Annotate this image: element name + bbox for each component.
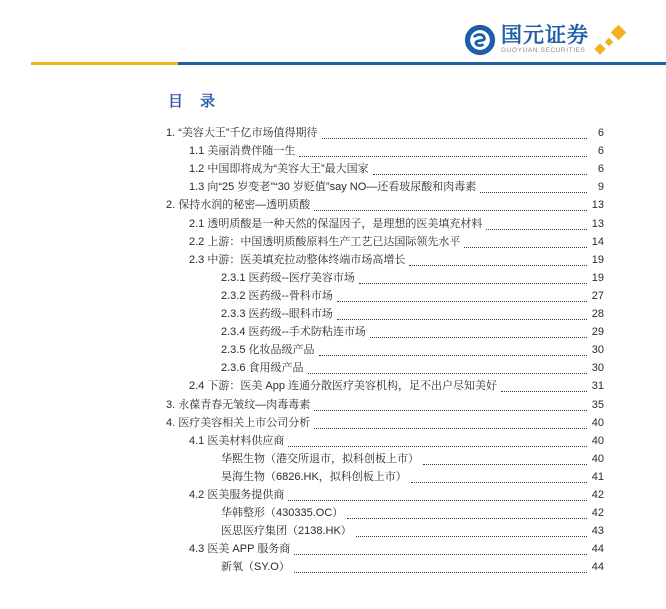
toc-entry[interactable] (166, 540, 604, 558)
toc-entry-text: 2.1 透明质酸是一种天然的保湿因子，是理想的医美填充材料 (189, 217, 483, 230)
toc-page-number: 44 (591, 543, 604, 556)
toc-entry[interactable] (166, 269, 604, 287)
toc-leader-dots (337, 301, 587, 302)
toc-entry[interactable] (166, 305, 604, 323)
toc-page-number: 19 (591, 271, 604, 284)
toc-entry[interactable] (166, 504, 604, 522)
toc-entry[interactable] (166, 196, 604, 214)
toc-entry-text: 2.3.4 医药级--手术防粘连市场 (221, 326, 366, 339)
brand-name-en: GUOYUAN SECURITIES (501, 47, 586, 54)
toc-page-number: 6 (597, 145, 604, 158)
toc-entry-text: 4. 医疗美容相关上市公司分析 (166, 416, 311, 429)
toc-entry-text: 2. 保持水润的秘密—透明质酸 (166, 199, 311, 212)
toc-page-number: 6 (597, 127, 604, 140)
toc-entry-text: 3. 永葆青春无皱纹—肉毒毒素 (166, 398, 311, 411)
toc-page-number: 44 (591, 561, 604, 574)
toc-entry[interactable] (166, 214, 604, 232)
toc-title: 目 录 (168, 93, 217, 110)
toc-page-number: 9 (597, 181, 604, 194)
toc-entry-text: 1.3 向“25 岁变老”“30 岁贬值”say NO—还看玻尿酸和肉毒素 (189, 181, 477, 194)
toc-entry[interactable] (166, 251, 604, 269)
toc-entry[interactable] (166, 468, 604, 486)
toc-entry-text: 2.3 中游：医美填充拉动整体终端市场高增长 (189, 253, 406, 266)
toc-leader-dots (319, 355, 587, 356)
toc-page-number: 28 (591, 308, 604, 321)
brand-logo (463, 23, 628, 57)
toc-page-number: 19 (591, 253, 604, 266)
toc-leader-dots (288, 446, 587, 447)
toc-entry[interactable] (166, 341, 604, 359)
toc-leader-dots (347, 518, 587, 519)
toc-list (166, 124, 604, 576)
toc-entry-text: 医思医疗集团（2138.HK） (221, 525, 352, 538)
toc-leader-dots (359, 283, 587, 284)
toc-leader-dots (337, 319, 587, 320)
toc-page-number: 35 (591, 398, 604, 411)
diamond-icon (605, 38, 613, 46)
toc-entry-text: 1. “美容大王”千亿市场值得期待 (166, 127, 318, 140)
toc-leader-dots (370, 337, 587, 338)
toc-page-number: 40 (591, 434, 604, 447)
toc-page-number: 13 (591, 217, 604, 230)
toc-leader-dots (423, 464, 587, 465)
logo-diamonds-icon (594, 24, 628, 56)
toc-leader-dots (294, 554, 587, 555)
toc-leader-dots (308, 373, 587, 374)
toc-entry[interactable] (166, 287, 604, 305)
toc-entry[interactable] (166, 558, 604, 576)
toc-leader-dots (294, 572, 587, 573)
toc-page-number: 42 (591, 488, 604, 501)
toc-entry-text: 2.3.1 医药级--医疗美容市场 (221, 271, 355, 284)
toc-leader-dots (314, 210, 587, 211)
toc-page-number: 13 (591, 199, 604, 212)
toc-entry[interactable] (166, 432, 604, 450)
toc-leader-dots (464, 247, 587, 248)
toc-entry[interactable] (166, 377, 604, 395)
toc-leader-dots (501, 391, 587, 392)
toc-page-number: 40 (591, 416, 604, 429)
toc-leader-dots (322, 138, 587, 139)
toc-leader-dots (373, 174, 587, 175)
toc-entry[interactable] (166, 522, 604, 540)
toc-entry-text: 2.3.6 食用级产品 (221, 362, 304, 375)
toc-page-number: 27 (591, 289, 604, 302)
toc-leader-dots (409, 265, 587, 266)
table-of-contents (166, 93, 604, 576)
diamond-icon (611, 25, 627, 41)
toc-page-number: 31 (591, 380, 604, 393)
toc-entry[interactable] (166, 160, 604, 178)
toc-page-number: 41 (591, 470, 604, 483)
toc-entry[interactable] (166, 124, 604, 142)
toc-leader-dots (411, 482, 587, 483)
toc-leader-dots (480, 192, 587, 193)
guoyuan-logo-icon (463, 23, 497, 57)
toc-leader-dots (486, 229, 587, 230)
toc-page-number: 30 (591, 362, 604, 375)
toc-entry[interactable] (166, 323, 604, 341)
toc-entry[interactable] (166, 359, 604, 377)
diamond-icon (594, 43, 605, 54)
toc-page-number: 29 (591, 326, 604, 339)
toc-entry[interactable] (166, 414, 604, 432)
toc-leader-dots (314, 410, 587, 411)
toc-entry-text: 2.2 上游：中国透明质酸原料生产工艺已达国际领先水平 (189, 235, 461, 248)
toc-entry-text: 华韩整形（430335.OC） (221, 507, 344, 520)
toc-entry-text: 2.4 下游：医美 App 连通分散医疗美容机构，足不出户尽知美好 (189, 380, 498, 393)
brand-name-cn: 国元证券 (501, 24, 589, 47)
toc-entry[interactable] (166, 450, 604, 468)
toc-leader-dots (314, 428, 587, 429)
toc-entry-text: 4.1 医美材料供应商 (189, 434, 285, 447)
toc-leader-dots (356, 536, 587, 537)
toc-entry[interactable] (166, 178, 604, 196)
toc-leader-dots (288, 500, 587, 501)
toc-entry-text: 2.3.3 医药级--眼科市场 (221, 308, 333, 321)
toc-entry-text: 1.2 中国即将成为“美容大王”最大国家 (189, 163, 369, 176)
toc-page-number: 6 (597, 163, 604, 176)
toc-entry[interactable] (166, 395, 604, 413)
toc-entry-text: 华熙生物（港交所退市，拟科创板上市） (221, 452, 419, 465)
toc-entry[interactable] (166, 233, 604, 251)
brand-text (501, 25, 589, 55)
toc-entry-text: 4.3 医美 APP 服务商 (189, 543, 291, 556)
toc-entry[interactable] (166, 486, 604, 504)
toc-page-number: 43 (591, 525, 604, 538)
report-header (0, 0, 666, 66)
header-rule (31, 62, 666, 65)
toc-page-number: 30 (591, 344, 604, 357)
toc-entry-text: 1.1 美丽消费伴随一生 (189, 145, 296, 158)
toc-entry[interactable] (166, 142, 604, 160)
toc-entry-text: 4.2 医美服务提供商 (189, 488, 285, 501)
toc-page-number: 42 (591, 507, 604, 520)
toc-entry-text: 2.3.2 医药级--骨科市场 (221, 289, 333, 302)
toc-page-number: 40 (591, 452, 604, 465)
toc-entry-text: 新氧（SY.O） (221, 561, 290, 574)
toc-entry-text: 2.3.5 化妆品级产品 (221, 344, 315, 357)
toc-leader-dots (299, 156, 587, 157)
toc-page-number: 14 (591, 235, 604, 248)
toc-entry-text: 昊海生物（6826.HK，拟科创板上市） (221, 470, 407, 483)
